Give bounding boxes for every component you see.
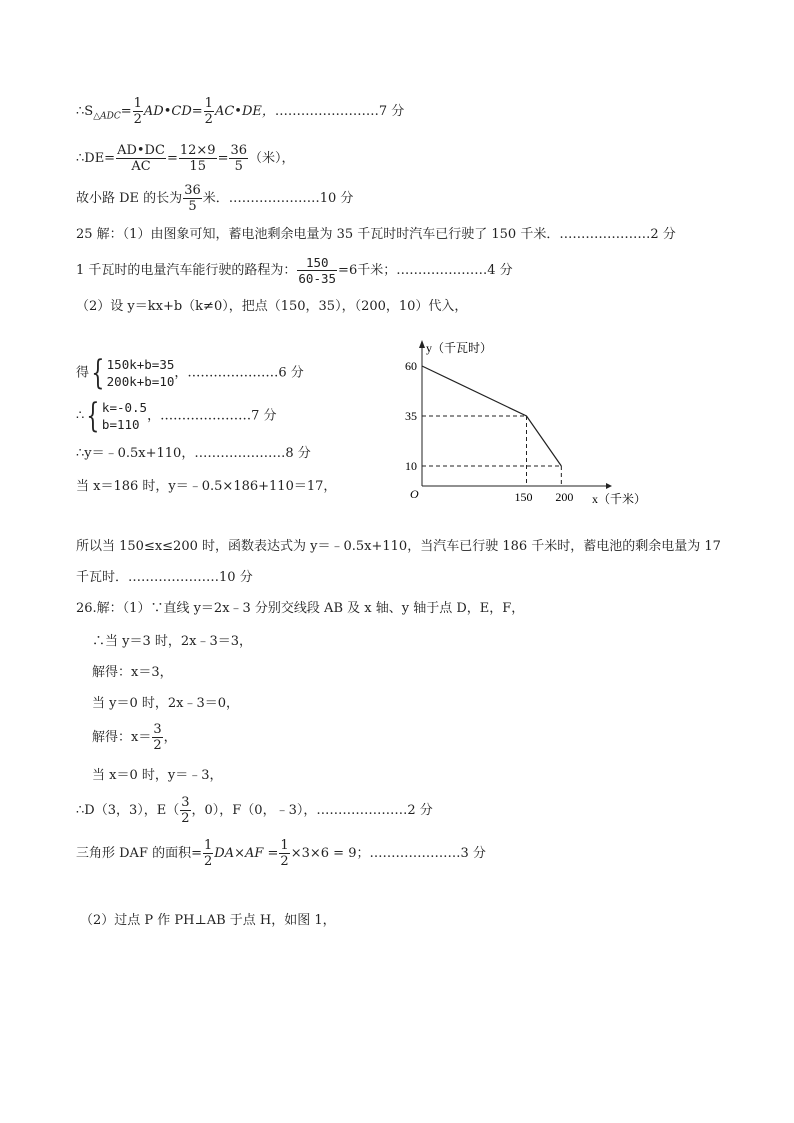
fraction: $\frac{1}{2}$ [133,96,142,127]
brace-icon: { [86,396,100,436]
line-conclusion-end: 千瓦时．…………………10 分 [76,570,253,585]
y-axis-arrow-icon [419,340,425,348]
score: 8 分 [285,446,311,461]
fraction: $\frac{12\times 9}{15}$ [179,143,216,174]
series-line [422,366,561,466]
fraction: $\frac{150}{60-35}$ [298,255,337,286]
score: 6 分 [278,365,304,381]
score: 3 分 [460,846,486,861]
score: 7 分 [251,408,277,424]
line-sadc: $\therefore S_{\triangle ADC}=$ $\frac{1}{2}$ AD•CD= $\frac{1}{2}$ AC•DE，……………………7 分 [76,96,405,127]
score: 2 分 [650,227,676,242]
fraction: $\frac{3}{2}$ [181,795,190,826]
line-x0: 当 x＝0 时，y＝﹣3， [92,768,223,783]
fraction: $\frac{1}{2}$ [204,838,213,869]
line-x186: 当 x＝186 时，y＝﹣0.5×186+110＝17， [76,479,337,494]
origin-label: O [410,487,419,501]
y-axis-label: y（千瓦时） [426,341,493,355]
score: 10 分 [219,570,253,585]
line-solve-x32: 解得：x＝ $\frac{3}{2}$ ， [92,722,177,753]
line-y3: ∴当 y＝3 时，2x﹣3＝3， [92,634,253,649]
line-distance-per-kwh: 1 千瓦时的电量汽车能行驶的路程为： $\frac{150}{60-35}$ =6千米；…………………4 分 [76,255,513,286]
x-tick-label: 150 [514,490,533,504]
battery-chart [396,336,646,506]
y-tick-label: 10 [405,459,417,473]
fraction: $\frac{36}{5}$ [184,183,201,214]
fraction: $\frac{3}{2}$ [153,722,162,753]
line-conclusion: 所以当 150≤x≤200 时，函数表达式为 y＝﹣0.5x+110，当汽车已行驶 186 千米时，蓄电池的剩余电量为 17 [76,539,721,554]
x-axis-arrow-icon [606,483,612,489]
fraction: $\frac{AD•DC}{AC}$ [117,143,165,174]
fraction: $\frac{1}{2}$ [204,96,213,127]
line-area: 三角形 DAF 的面积= $\frac{1}{2}$ DA×AF = $\frac{1}{2}$ ×3×6 = 9；…………………3 分 [76,838,486,869]
line-q25-part1: 25 解：（1）由图象可知，蓄电池剩余电量为 35 千瓦时时汽车已行驶了 150 千米．…………………2 分 [76,227,676,242]
line-q25-part2: （2）设 y＝kx+b（k≠0），把点（150，35），（200，10）代入， [76,299,468,314]
line-de: ∴DE= $\frac{AD•DC}{AC}$ = $\frac{12\times 9}{15}$ = $\frac{36}{5}$ （米）， [76,143,295,174]
fraction: $\frac{1}{2}$ [280,838,289,869]
line-equation-system: 得{ 150k+b=35 200k+b=10 ，…………………6 分 [76,353,304,393]
y-tick-label: 60 [405,359,417,373]
line-path-length: 故小路 DE 的长为 $\frac{36}{5}$ 米．…………………10 分 [76,183,354,214]
line-function: ∴y＝﹣0.5x+110，…………………8 分 [76,446,311,461]
fraction: $\frac{36}{5}$ [230,143,248,174]
line-solution-system: ∴{ k=-0.5 b=110 ，…………………7 分 [76,396,277,436]
line-points: ∴D（3，3），E（ $\frac{3}{2}$ ，0），F（0，﹣3），…………………2 分 [76,795,433,826]
brace-icon: { [91,353,105,393]
score: 10 分 [319,191,354,206]
y-tick-label: 35 [405,409,417,423]
line-solve-x3: 解得：x＝3， [92,665,173,680]
score: 2 分 [407,803,433,818]
line-q26-part2: （2）过点 P 作 PH⊥AB 于点 H，如图 1， [80,913,336,928]
line-q26: 26.解：（1）∵直线 y＝2x﹣3 分别交线段 AB 及 x 轴、y 轴于点 D，E，F， [76,601,525,616]
score: 4 分 [487,263,513,278]
x-axis-label: x（千米） [592,492,646,506]
score: 7 分 [378,104,405,119]
x-tick-label: 200 [555,490,574,504]
line-y0: 当 y＝0 时，2x﹣3＝0， [92,696,240,711]
